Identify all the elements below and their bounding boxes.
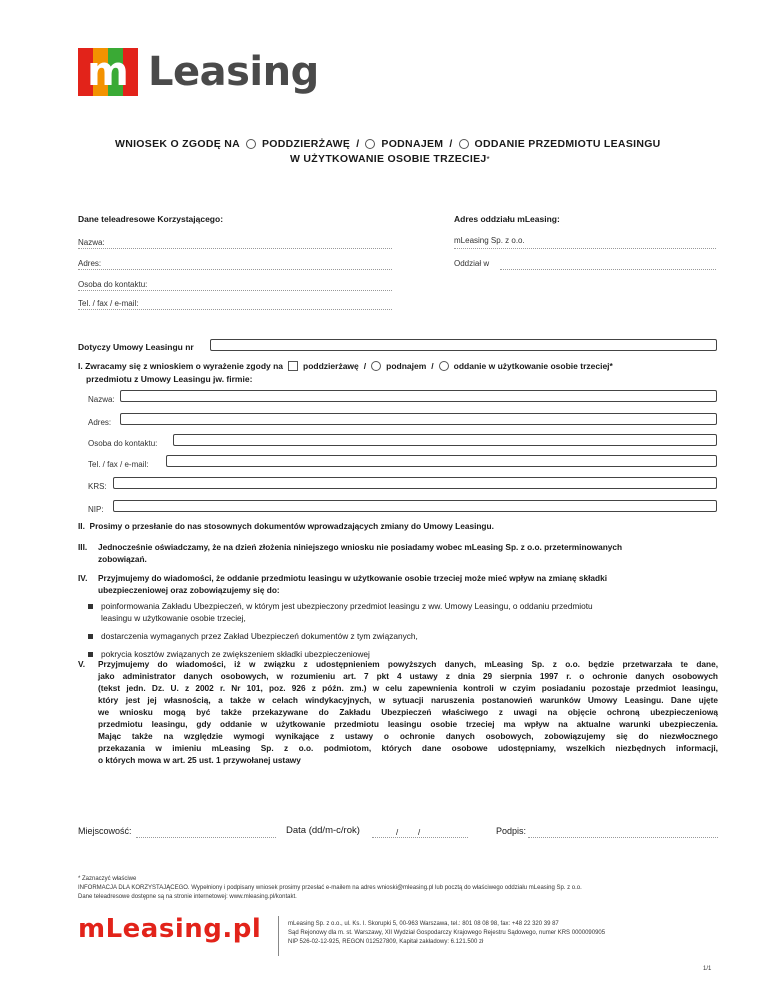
section4-text: Przyjmujemy do wiadomości, że oddanie przedmiotu leasingu w użytkowanie osobie trzeciej może mieć wpływ na zmianę składki ubezpieczeniowej oraz zobowiązujemy się do:: [98, 573, 608, 595]
s1-address-label: Adres:: [88, 418, 112, 427]
place-field[interactable]: [136, 837, 276, 838]
branch-company: mLeasing Sp. z o.o.: [454, 236, 525, 245]
page-number: 1/1: [703, 966, 712, 972]
section5-num: V.: [78, 659, 86, 669]
section5-text: Przyjmujemy do wiadomości, iż w związku z udostępnieniem powyższych danych, mLeasing Sp. z o.o. będzie przetwarzała te dane, jako administrator danych osobowych, w rozumieniu art. 7 pkt 4 ustawy z dnia 29 sierpnia 1997 r. o ochronie danych osobowych (tekst jedn. Dz. U. z 2002 r. Nr 101, poz. 926 z późn. zm.) w celu zapewnienia kontroli w czyim posiadaniu pozostaje przedmiot leasingu, który jest jej własnością, a także w celach windykacyjnych, w sytuacji naruszenia postanowień warunków Umowy Leasingu. Dane ujęte we wniosku mogą być także przekazywane do Zakładu Ubezpieczeń właściwego z uwagi na objęcie ochroną ubezpieczeniową przedmiotu leasingu, gdy oddanie w użytkowanie przedmiotu leasingu osobie trzeciej ma wpływ na aktualne warunki ubezpieczenia. Mając także na względzie wymogi wynikające z ustawy o ochronie danych osobowych, zobowiązujemy się do niezwłocznego przekazania w imieniu mLeasing Sp. z o.o. podmiotom, których dane osobowe udostępniamy, wszelkich niezbędnych informacji, o których mowa w art. 25 ust. 1 przywołanej ustawy: [98, 659, 718, 765]
applicant-heading: Dane teleadresowe Korzystającego:: [78, 214, 224, 224]
list-item: poinformowania Zakładu Ubezpieczeń, w którym jest ubezpieczony przedmiot leasingu z ww. Umowy Leasingu, o oddaniu przedmiotu: [88, 600, 718, 612]
signature-label: Podpis:: [496, 826, 527, 836]
date-label: Data (dd/m-c/rok): [286, 825, 360, 836]
branch-label: Oddział w: [454, 259, 490, 268]
date-slash-2: /: [418, 828, 421, 837]
contract-label: Dotyczy Umowy Leasingu nr: [78, 342, 194, 352]
footer-company-info: mLeasing Sp. z o.o., ul. Ks. I. Skorupki 5, 00-963 Warszawa, tel.: 801 08 08 98, fax: +48 22 320 39 87 Sąd Rejonowy dla m. st. Warszawy, XII Wydział Gospodarczy Krajowego Rejestru Sądowego, numer KRS 0000090905 NIP 526-02-12-925, REGON 012527809, Kapitał zakładowy: 6.121.500 zł: [288, 921, 606, 945]
s1-phone-input[interactable]: [166, 455, 717, 467]
title-prefix: WNIOSEK O ZGODĘ NA: [115, 138, 240, 150]
bullet-icon: [88, 652, 93, 657]
applicant-address-label: Adres:: [78, 259, 102, 268]
section2: II. Prosimy o przesłanie do nas stosownych dokumentów wprowadzających zmiany do Umowy Leasingu.: [78, 521, 494, 531]
footer-divider: [278, 916, 279, 956]
section1-line2: przedmiotu z Umowy Leasingu jw. firmie:: [86, 374, 253, 384]
radio-s1-podnajem[interactable]: [371, 361, 381, 371]
section3-num: III.: [78, 542, 88, 552]
title-sep-2: /: [449, 138, 453, 150]
applicant-phone-field[interactable]: [78, 309, 392, 310]
section3-text: Jednocześnie oświadczamy, że na dzień złożenia niniejszego wniosku nie posiadamy wobec mLeasing Sp. z o.o. przeterminowanych zobowiązań.: [98, 542, 623, 564]
title-opt1: PODDZIERŻAWĘ: [262, 138, 351, 150]
title-opt2: PODNAJEM: [381, 138, 444, 150]
signature-field[interactable]: [528, 837, 718, 838]
checkbox-poddzierzawa[interactable]: [288, 361, 298, 371]
applicant-contact-field[interactable]: [78, 290, 392, 291]
bullet-icon: [88, 634, 93, 639]
s1-address-input[interactable]: [120, 413, 717, 425]
date-field[interactable]: [372, 837, 468, 838]
s1-name-label: Nazwa:: [88, 395, 115, 404]
section4-num: IV.: [78, 573, 88, 583]
form-title-line2: W UŻYTKOWANIE OSOBIE TRZECIEJ *: [290, 153, 490, 165]
bullet-icon: [88, 604, 93, 609]
list-item: pokrycia kosztów związanych ze zwiększeniem składki ubezpieczeniowej: [88, 648, 718, 660]
radio-podnajem[interactable]: [365, 139, 375, 149]
applicant-address-field[interactable]: [78, 269, 392, 270]
applicant-contact-label: Osoba do kontaktu:: [78, 280, 148, 289]
s1-nip-input[interactable]: [113, 500, 717, 512]
section4-bullets: poinformowania Zakładu Ubezpieczeń, w którym jest ubezpieczony przedmiot leasingu z ww. Umowy Leasingu, o oddaniu przedmiotu leasingu w użytkowanie osobie trzeciej, dostarczenia wymaganych przez Zakład Ubezpieczeń dokumentów z tym związanych, pokrycia kosztów związanych ze zwiększeniem składki ubezpieczeniowej: [88, 600, 718, 660]
logo-letter: m: [87, 49, 129, 95]
branch-company-line: [454, 248, 716, 249]
s1-contact-input[interactable]: [173, 434, 717, 446]
applicant-name-field[interactable]: [78, 248, 392, 249]
footer-brand: mLeasing.pl: [78, 914, 262, 944]
date-slash-1: /: [396, 828, 399, 837]
radio-poddzierzawa[interactable]: [246, 139, 256, 149]
s1-contact-label: Osoba do kontaktu:: [88, 439, 158, 448]
logo-text: Leasing: [148, 49, 319, 95]
branch-heading: Adres oddziału mLeasing:: [454, 214, 560, 224]
list-item: dostarczenia wymaganych przez Zakład Ubezpieczeń dokumentów z tym związanych,: [88, 630, 718, 642]
branch-field[interactable]: [500, 269, 716, 270]
place-label: Miejscowość:: [78, 826, 132, 836]
section1-line1: I. Zwracamy się z wnioskiem o wyrażenie zgody na poddzierżawę / podnajem / oddanie w użytkowanie osobie trzeciej*: [78, 361, 613, 371]
s1-krs-input[interactable]: [113, 477, 717, 489]
title-opt3: ODDANIE PRZEDMIOTU LEASINGU: [474, 138, 661, 150]
title-sep: /: [356, 138, 360, 150]
s1-nip-label: NIP:: [88, 505, 104, 514]
s1-krs-label: KRS:: [88, 482, 107, 491]
form-title: [115, 138, 661, 150]
applicant-name-label: Nazwa:: [78, 238, 105, 247]
s1-phone-label: Tel. / fax / e-mail:: [88, 460, 149, 469]
applicant-phone-label: Tel. / fax / e-mail:: [78, 299, 139, 308]
contract-number-input[interactable]: [210, 339, 717, 351]
radio-s1-oddanie[interactable]: [439, 361, 449, 371]
footnotes: * Zaznaczyć właściwe INFORMACJA DLA KORZYSTAJĄCEGO. Wypełniony i podpisany wniosek prosimy przesłać e-mailem na adres wnioski@mleasing.pl lub pocztą do właściwego oddziału mLeasing Sp. z o.o. Dane teleadresowe dostępne są na stronie internetowej: www.mleasing.pl/kontakt.: [78, 876, 582, 900]
radio-oddanie[interactable]: [459, 139, 469, 149]
s1-name-input[interactable]: [120, 390, 717, 402]
